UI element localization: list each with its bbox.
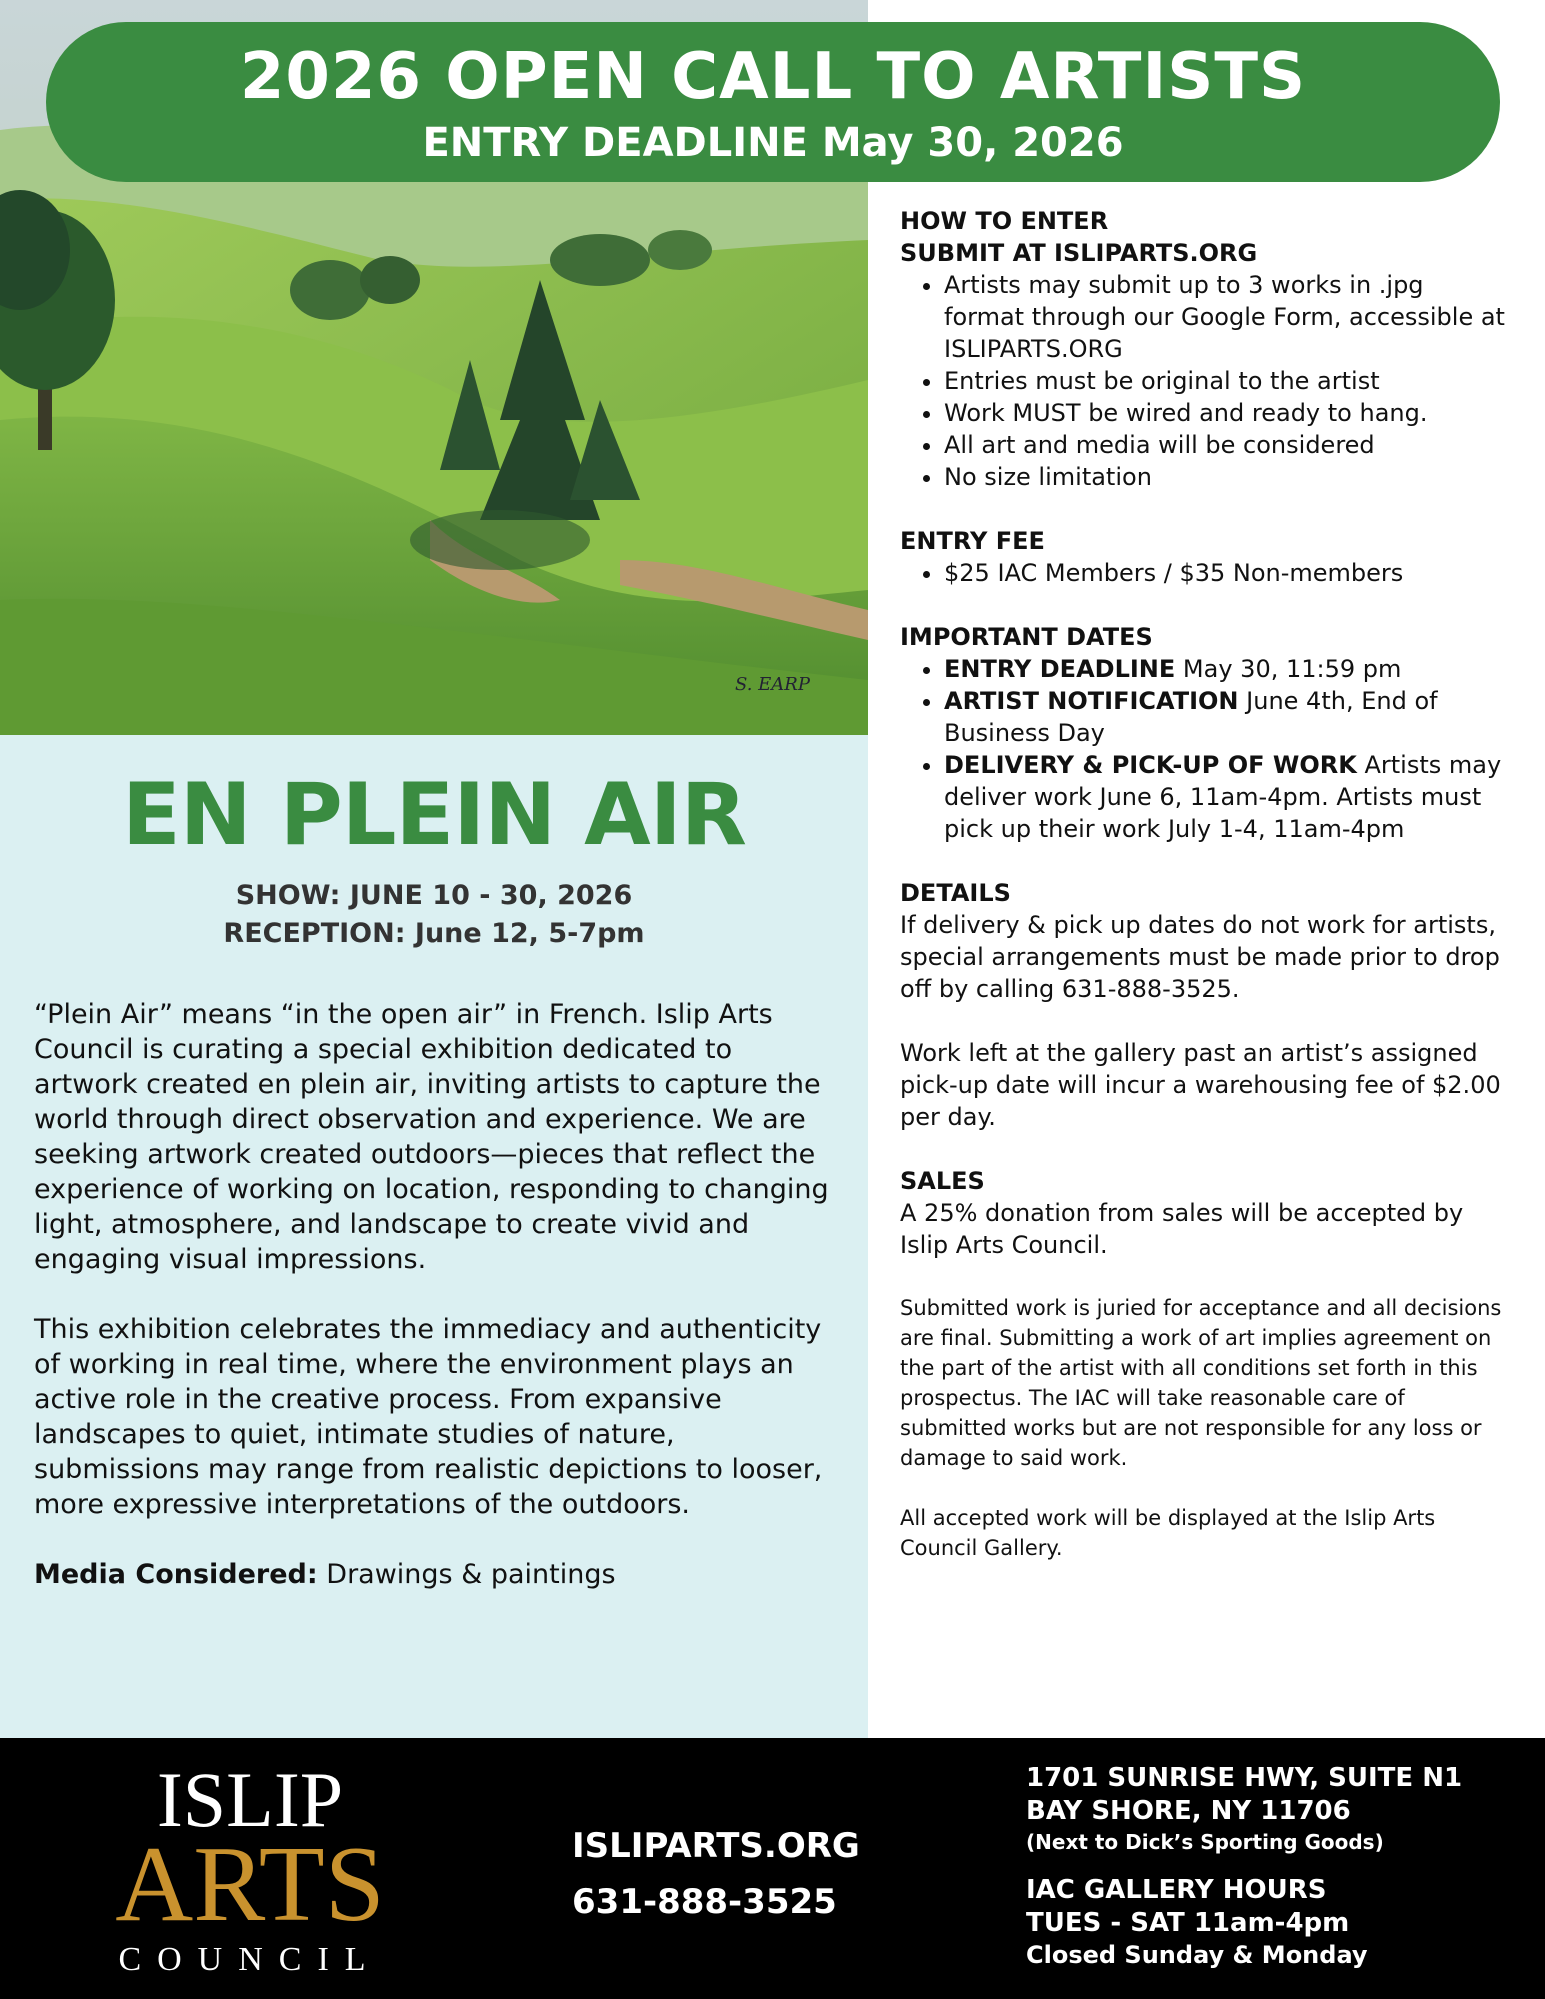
- details-paragraph-2: Work left at the gallery past an artist’s assigned pick-up date will incur a warehousing fee of $2.00 per day.: [900, 1039, 1501, 1131]
- how-to-enter-list: [900, 269, 1510, 493]
- entry-info-column: [900, 205, 1510, 1563]
- submit-at-heading: SUBMIT AT ISLIPARTS.ORG: [900, 239, 1258, 267]
- logo-arts: ARTS: [115, 1825, 385, 1944]
- date-text: June 4th, End of Business Day: [944, 687, 1438, 747]
- address-note: (Next to Dick’s Sporting Goods): [1026, 1830, 1384, 1854]
- islip-arts-council-logo: [70, 1760, 430, 1980]
- list-item: • $25 IAC Members / $35 Non-members: [944, 557, 1510, 589]
- show-dates-line: SHOW: JUNE 10 - 30, 2026: [235, 880, 633, 911]
- media-label: Media Considered:: [34, 1559, 318, 1590]
- show-info-panel: [0, 735, 868, 1738]
- logo-islip: ISLIP: [156, 1760, 344, 1843]
- gallery-hours: TUES - SAT 11am-4pm: [1026, 1908, 1350, 1938]
- fine-print-paragraph-2: All accepted work will be displayed at the Islip Arts Council Gallery.: [900, 1506, 1436, 1560]
- date-label: ARTIST NOTIFICATION: [944, 687, 1239, 715]
- closed-days: Closed Sunday & Monday: [1026, 1941, 1368, 1969]
- date-label: ENTRY DEADLINE: [944, 655, 1176, 683]
- logo-graphic: [70, 1760, 430, 1980]
- sales-paragraph: A 25% donation from sales will be accepted by Islip Arts Council.: [900, 1199, 1464, 1259]
- description-paragraph-2: This exhibition celebrates the immediacy and authenticity of working in real time, where the environment plays an active role in the creative process. From expansive landscapes to quiet, intimate studies of nature, submissions may range from realistic depictions to looser, more expressive interpretations of the outdoors.: [34, 1314, 823, 1520]
- sales-heading: SALES: [900, 1167, 985, 1195]
- list-item: • Entries must be original to the artist: [944, 365, 1510, 397]
- media-considered: [34, 1557, 844, 1592]
- header-banner: [46, 22, 1500, 182]
- date-label: DELIVERY & PICK-UP OF WORK: [944, 751, 1357, 779]
- date-text: Artists may deliver work June 6, 11am-4pm. Artists must pick up their work July 1-4, 11am-4pm: [944, 751, 1502, 843]
- list-item: [944, 685, 1510, 749]
- logo-council: COUNCIL: [118, 1941, 382, 1978]
- list-item: [944, 653, 1510, 685]
- banner-subtitle: ENTRY DEADLINE May 30, 2026: [422, 120, 1124, 166]
- how-to-enter-heading: HOW TO ENTER: [900, 207, 1109, 235]
- contact-info: [572, 1818, 860, 1930]
- show-dates: [0, 877, 868, 953]
- fine-print-paragraph-1: Submitted work is juried for acceptance and all decisions are final. Submitting a work of art implies agreement on the part of the artist with all conditions set forth in this prospectus. The IAC will take reasonable care of submitted works but are not responsible for any loss or damage to said work.: [900, 1296, 1502, 1470]
- show-title: EN PLEIN AIR: [122, 765, 746, 865]
- hours-heading: IAC GALLERY HOURS: [1026, 1875, 1327, 1905]
- description: [34, 997, 844, 1627]
- address-line-1: 1701 SUNRISE HWY, SUITE N1: [1026, 1763, 1463, 1793]
- details-paragraph-1: If delivery & pick up dates do not work for artists, special arrangements must be made prior to drop off by calling 631-888-3525.: [900, 911, 1500, 1003]
- list-item: • All art and media will be considered: [944, 429, 1510, 461]
- footer: [0, 1738, 1545, 1999]
- list-item: • No size limitation: [944, 461, 1510, 493]
- details-heading: DETAILS: [900, 879, 1011, 907]
- date-text: May 30, 11:59 pm: [1182, 655, 1402, 683]
- list-item: • Artists may submit up to 3 works in .jpg format through our Google Form, accessible at ISLIPARTS.ORG: [944, 269, 1510, 365]
- important-dates-heading: IMPORTANT DATES: [900, 623, 1153, 651]
- banner-title: 2026 OPEN CALL TO ARTISTS: [239, 40, 1307, 114]
- entry-fee-list: [900, 557, 1510, 589]
- entry-fee-heading: ENTRY FEE: [900, 527, 1045, 555]
- phone-number[interactable]: 631-888-3525: [572, 1882, 837, 1922]
- description-paragraph-1: “Plein Air” means “in the open air” in French. Islip Arts Council is curating a special exhibition dedicated to artwork created en plein air, inviting artists to capture the world through direct observation and experience. We are seeking artwork created outdoors—pieces that reflect the experience of working on location, responding to changing light, atmosphere, and landscape to create vivid and engaging visual impressions.: [34, 999, 829, 1275]
- reception-line: RECEPTION: June 12, 5-7pm: [223, 918, 645, 949]
- website-link[interactable]: ISLIPARTS.ORG: [572, 1826, 860, 1866]
- important-dates-list: [900, 653, 1510, 845]
- address-line-2: BAY SHORE, NY 11706: [1026, 1796, 1351, 1826]
- signature: S. EARP: [735, 674, 810, 695]
- list-item: • Work MUST be wired and ready to hang.: [944, 397, 1510, 429]
- list-item: [944, 749, 1510, 845]
- media-value: Drawings & paintings: [326, 1559, 616, 1590]
- address-block: [1026, 1762, 1462, 1970]
